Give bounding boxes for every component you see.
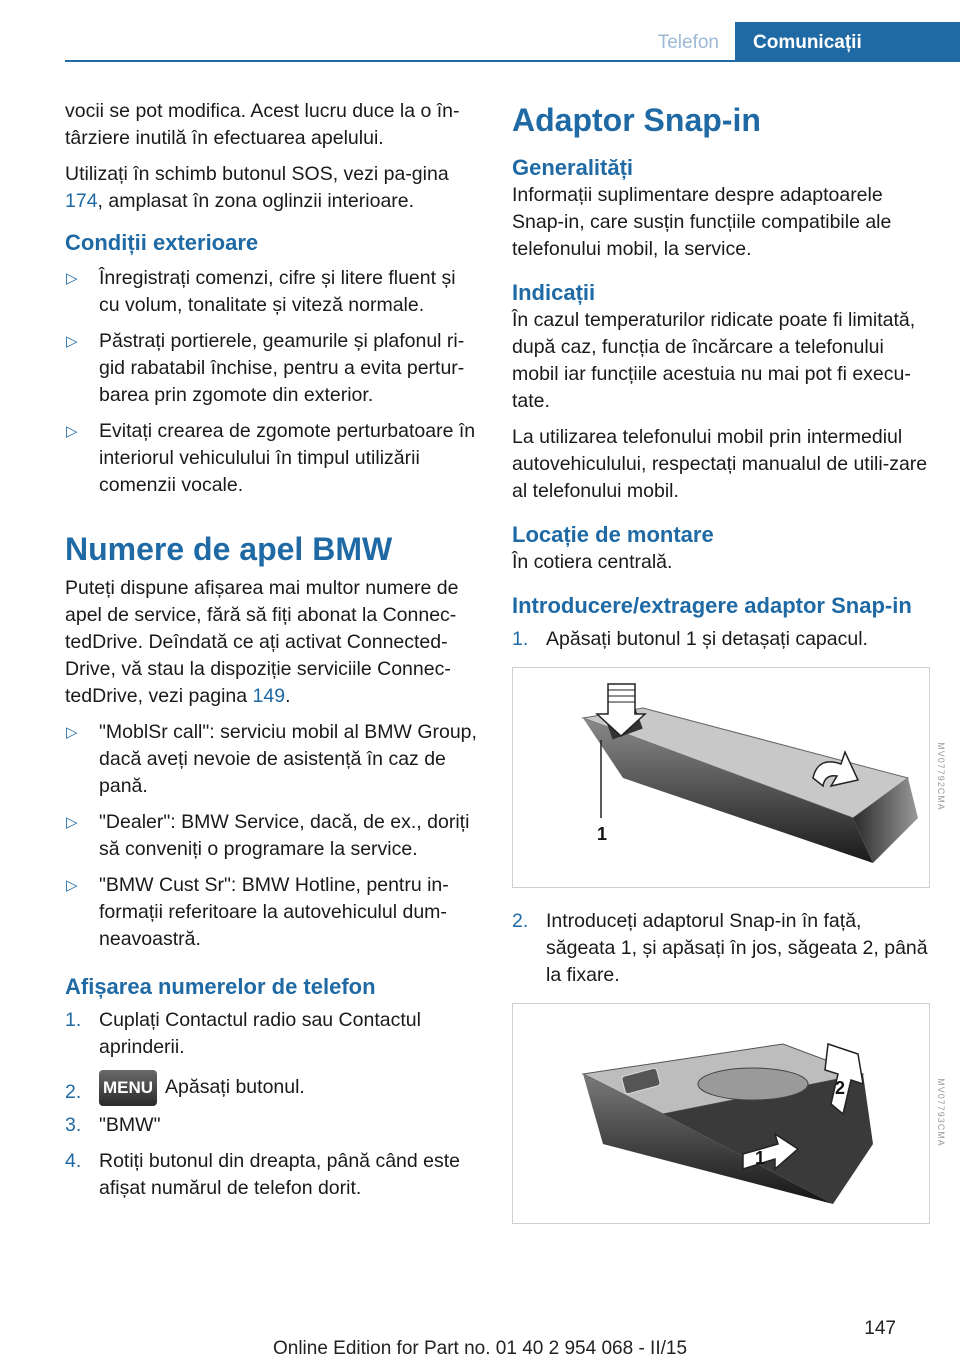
page-number: 147 xyxy=(864,1318,896,1339)
list-item: ▷ Păstrați portierele, geamurile și plafonul ri-gid rabatabil închise, pentru a evita pertur-barea prin zgomote din exterior. xyxy=(66,330,465,406)
page-header xyxy=(65,22,960,62)
sos-paragraph: Utilizați în schimb butonul SOS, vezi pa-gina 174, amplasat în zona oglinzii interioare. xyxy=(65,163,449,212)
heading-conditii-exterioare: Condiții exterioare xyxy=(65,230,259,255)
figure-code: MV07793CMA xyxy=(936,1078,947,1147)
page-link-149[interactable]: 149 xyxy=(252,685,286,707)
afisare-steps xyxy=(65,1007,477,1202)
bullet-triangle-icon: ▷ xyxy=(66,877,78,894)
figure-insert-adapter xyxy=(512,1003,947,1224)
list-item: ▷ "BMW Cust Sr": BMW Hotline, pentru in-formații referitoare la autovehiculul dum-neavoastră. xyxy=(66,874,449,950)
indicatii-paragraph-2: La utilizarea telefonului mobil prin intermediul autovehiculului, respectați manualul de utili-zare al telefonului mobil. xyxy=(512,426,928,502)
generalitati-paragraph: Informații suplimentare despre adaptoarele Snap-in, care susțin funcțiile compatibile ale telefonului mobil, la service. xyxy=(512,184,892,260)
heading-adaptor-snap-in: Adaptor Snap-in xyxy=(512,102,761,138)
snap-in-adapter-illustration xyxy=(513,1004,929,1223)
right-column xyxy=(512,98,947,1224)
indicatii-paragraph-1: În cazul temperaturilor ridicate poate fi limitată, după caz, funcția de încărcare a telefonului mobil iar funcțiile acestuia nu mai pot fi execu-tate. xyxy=(512,309,916,412)
step-item: 2. Introduceți adaptorul Snap-in în față, săgeata 1, și apăsați în jos, săgeata 2, până la fixare. xyxy=(512,910,928,986)
numere-paragraph: Puteți dispune afișarea mai multor numere de apel de service, fără să fiți abonat la Connec-tedDrive. Deîndată ce ați activat Connected-Drive, vă stau la dispoziție serviciile Connec-tedDrive, vezi pagina 149. xyxy=(65,577,459,707)
heading-afisare-numere: Afișarea numerelor de telefon xyxy=(65,974,376,999)
list-item: ▷ "MoblSr call": serviciu mobil al BMW Group, dacă aveți nevoie de asistență în caz de pană. xyxy=(66,721,477,797)
heading-indicatii: Indicații xyxy=(512,280,596,305)
snap-in-steps-continued xyxy=(512,908,930,989)
bullet-triangle-icon: ▷ xyxy=(66,270,78,287)
step-item: 4. Rotiți butonul din dreapta, până când este afișat numărul de telefon dorit. xyxy=(65,1150,461,1199)
page-link-174[interactable]: 174 xyxy=(65,190,98,212)
figure-remove-cover xyxy=(512,667,947,888)
heading-generalitati: Generalități xyxy=(512,155,634,180)
step-item: 1. Cuplați Contactul radio sau Contactul aprinderii. xyxy=(65,1009,421,1058)
armrest-cover-illustration xyxy=(513,668,929,887)
footer-edition: Online Edition for Part no. 01 40 2 954 068 - II/15 xyxy=(272,1338,688,1359)
list-item: ▷ Înregistrați comenzi, cifre și litere fluent și cu volum, tonalitate și viteză normale. xyxy=(66,267,456,316)
header-tab-comunicatii[interactable]: Comunicații xyxy=(735,22,960,62)
conditii-list xyxy=(65,265,477,499)
list-item: ▷ "Dealer": BMW Service, dacă, de ex., doriți să conveniți o programare la service. xyxy=(66,811,470,860)
menu-button-icon: MENU xyxy=(99,1070,157,1106)
heading-numere-apel-bmw: Numere de apel BMW xyxy=(65,531,393,567)
header-rule xyxy=(65,60,960,62)
bullet-triangle-icon: ▷ xyxy=(66,814,78,831)
bullet-triangle-icon: ▷ xyxy=(66,423,78,440)
figure-callout-2: 2 xyxy=(835,1078,846,1098)
bullet-triangle-icon: ▷ xyxy=(66,333,78,350)
figure-callout-1: 1 xyxy=(597,824,608,844)
header-tab-telefon[interactable]: Telefon xyxy=(657,32,719,53)
intro-paragraph: vocii se pot modifica. Acest lucru duce la o în-târziere inutilă în efectuarea apelului. xyxy=(65,100,460,149)
step-item: 3. "BMW" xyxy=(65,1114,161,1136)
heading-introducere-extragere: Introducere/extragere adaptor Snap-in xyxy=(512,593,912,618)
step-item: 2. MENU Apăsați butonul. xyxy=(65,1070,477,1106)
figure-callout-1: 1 xyxy=(755,1148,766,1168)
step-item: 1. Apăsați butonul 1 și detașați capacul. xyxy=(512,628,868,650)
snap-in-steps xyxy=(512,626,930,653)
heading-locatie-montare: Locație de montare xyxy=(512,522,714,547)
locatie-paragraph: În cotiera centrală. xyxy=(512,551,673,573)
bullet-triangle-icon: ▷ xyxy=(66,724,78,741)
left-column xyxy=(65,98,477,1211)
numere-list xyxy=(65,719,477,953)
figure-code: MV07792CMA xyxy=(936,742,947,811)
list-item: ▷ Evitați crearea de zgomote perturbatoare în interiorul vehiculului în timpul utilizării comenzii vocale. xyxy=(66,420,476,496)
